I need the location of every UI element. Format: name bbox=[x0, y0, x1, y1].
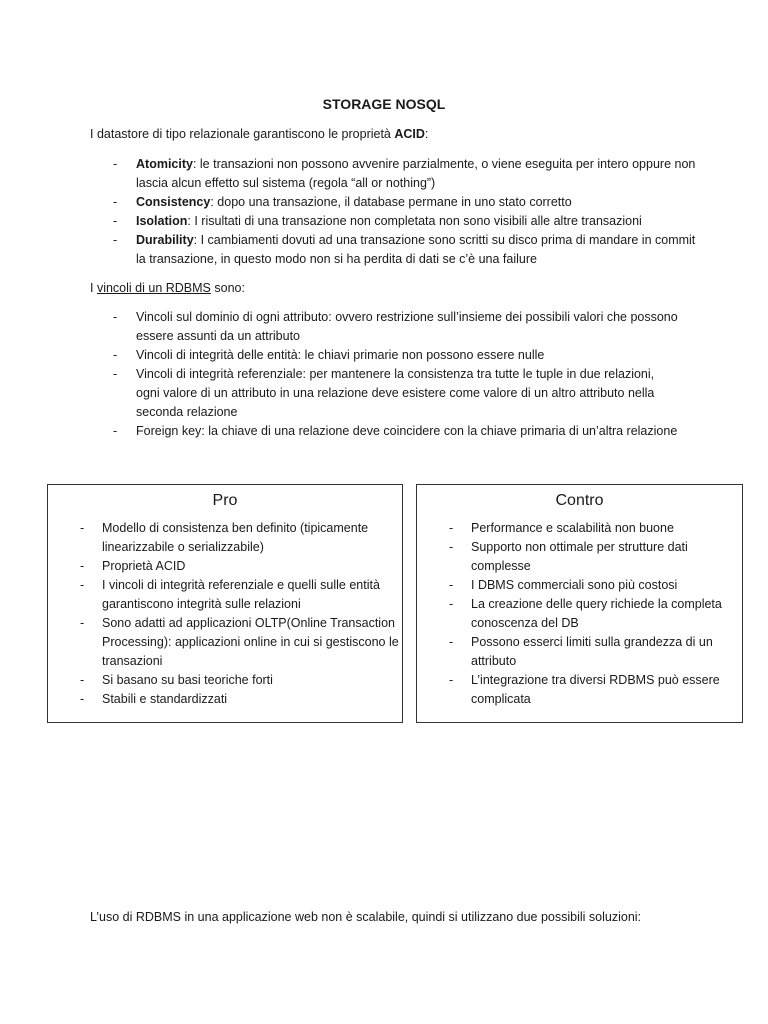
contro-text: Possono esserci limiti sulla grandezza di un attributo bbox=[471, 635, 713, 668]
contro-item bbox=[449, 538, 733, 576]
pro-item bbox=[80, 576, 402, 614]
vincoli-item bbox=[113, 346, 681, 365]
acid-desc: : I cambiamenti dovuti ad una transazione sono scritti su disco prima di mandare in commit la transazione, in questo modo non si ha perdita di dati se c’è una failure bbox=[136, 233, 696, 266]
acid-item bbox=[113, 212, 696, 231]
pro-box bbox=[47, 484, 403, 723]
acid-term: Consistency bbox=[136, 195, 211, 209]
intro-acid: ACID bbox=[394, 127, 425, 141]
dash-bullet: - bbox=[80, 692, 85, 706]
acid-item bbox=[113, 155, 696, 193]
dash-bullet: - bbox=[449, 673, 454, 687]
dash-bullet: - bbox=[80, 559, 85, 573]
pro-list bbox=[80, 519, 402, 709]
vincoli-text: Vincoli sul dominio di ogni attributo: ovvero restrizione sull’insieme dei possibili valori che possono essere assunti da un attributo bbox=[136, 310, 678, 343]
dash-bullet: - bbox=[113, 424, 118, 438]
pro-text: I vincoli di integrità referenziale e quelli sulle entità garantiscono integrità sulle relazioni bbox=[102, 578, 380, 611]
acid-desc: : le transazioni non possono avvenire parzialmente, o viene eseguita per intero oppure non lascia alcun effetto sul sistema (regola “all or nothing”) bbox=[136, 157, 696, 190]
vincoli-item bbox=[113, 308, 681, 346]
acid-item bbox=[113, 193, 696, 212]
dash-bullet: - bbox=[449, 540, 454, 554]
acid-term: Isolation bbox=[136, 214, 188, 228]
contro-item bbox=[449, 576, 733, 595]
pro-item bbox=[80, 671, 402, 690]
dash-bullet: - bbox=[113, 310, 118, 324]
contro-text: La creazione delle query richiede la completa conoscenza del DB bbox=[471, 597, 722, 630]
dash-bullet: - bbox=[449, 578, 454, 592]
dash-bullet: - bbox=[113, 367, 118, 381]
pro-item bbox=[80, 519, 402, 557]
contro-text: Supporto non ottimale per strutture dati complesse bbox=[471, 540, 688, 573]
dash-bullet: - bbox=[113, 195, 118, 209]
vincoli-underlined: vincoli di un RDBMS bbox=[96, 281, 211, 295]
dash-bullet: - bbox=[113, 348, 118, 362]
pro-item bbox=[80, 614, 402, 671]
acid-desc: : dopo una transazione, il database permane in uno stato corretto bbox=[210, 195, 572, 209]
pro-text: Sono adatti ad applicazioni OLTP(Online Transaction Processing): applicazioni online in cui si gestiscono le transazioni bbox=[102, 616, 399, 668]
vincoli-text: Vincoli di integrità referenziale: per mantenere la consistenza tra tutte le tuple in due relazioni, ogni valore di un attributo in una relazione deve esistere come valore di un altro attributo nella seconda relazione bbox=[136, 367, 655, 419]
dash-bullet: - bbox=[113, 214, 118, 228]
contro-list bbox=[449, 519, 733, 709]
contro-box bbox=[416, 484, 743, 723]
page-title: STORAGE NOSQL bbox=[322, 96, 446, 112]
intro-suffix: : bbox=[424, 127, 429, 141]
vincoli-prefix: I bbox=[90, 281, 97, 295]
acid-term: Atomicity bbox=[136, 157, 193, 171]
intro-text: I datastore di tipo relazionale garantiscono le proprietà bbox=[90, 127, 395, 141]
contro-item bbox=[449, 633, 733, 671]
pro-text: Modello di consistenza ben definito (tipicamente linearizzabile o serializzabile) bbox=[102, 521, 369, 554]
pro-item bbox=[80, 557, 402, 576]
contro-item bbox=[449, 671, 733, 709]
contro-text: L’integrazione tra diversi RDBMS può essere complicata bbox=[471, 673, 720, 706]
pro-text: Proprietà ACID bbox=[102, 559, 186, 573]
acid-desc: : I risultati di una transazione non completata non sono visibili alle altre transazioni bbox=[187, 214, 642, 228]
dash-bullet: - bbox=[80, 521, 85, 535]
acid-list bbox=[113, 155, 696, 269]
pro-text: Si basano su basi teoriche forti bbox=[102, 673, 273, 687]
vincoli-text: Foreign key: la chiave di una relazione deve coincidere con la chiave primaria di un’altra relazione bbox=[136, 424, 678, 438]
pro-item bbox=[80, 690, 402, 709]
vincoli-suffix: sono: bbox=[210, 281, 245, 295]
contro-text: I DBMS commerciali sono più costosi bbox=[471, 578, 678, 592]
pro-title: Pro bbox=[212, 492, 238, 509]
acid-item bbox=[113, 231, 696, 269]
contro-item bbox=[449, 519, 733, 538]
dash-bullet: - bbox=[113, 157, 118, 171]
vincoli-intro bbox=[90, 281, 245, 295]
contro-item bbox=[449, 595, 733, 633]
dash-bullet: - bbox=[449, 597, 454, 611]
contro-title: Contro bbox=[555, 492, 604, 509]
vincoli-item bbox=[113, 365, 681, 422]
intro-paragraph bbox=[90, 127, 428, 141]
dash-bullet: - bbox=[80, 578, 85, 592]
dash-bullet: - bbox=[449, 635, 454, 649]
dash-bullet: - bbox=[80, 673, 85, 687]
dash-bullet: - bbox=[80, 616, 85, 630]
contro-text: Performance e scalabilità non buone bbox=[471, 521, 674, 535]
vincoli-text: Vincoli di integrità delle entità: le chiavi primarie non possono essere nulle bbox=[136, 348, 545, 362]
pro-text: Stabili e standardizzati bbox=[102, 692, 228, 706]
acid-term: Durability bbox=[136, 233, 194, 247]
vincoli-item bbox=[113, 422, 681, 441]
dash-bullet: - bbox=[113, 233, 118, 247]
bottom-paragraph: L’uso di RDBMS in una applicazione web non è scalabile, quindi si utilizzano due possibili soluzioni: bbox=[90, 910, 642, 924]
dash-bullet: - bbox=[449, 521, 454, 535]
vincoli-list bbox=[113, 308, 681, 441]
